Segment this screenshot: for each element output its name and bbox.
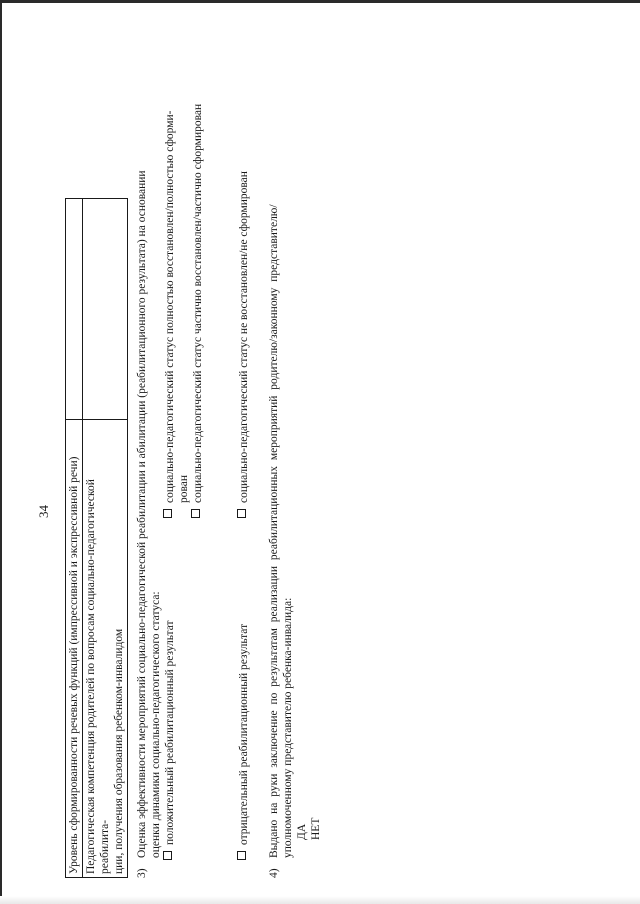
checkbox[interactable]	[237, 509, 246, 518]
table-row	[66, 199, 83, 878]
option-text: социально-педагогический статус полностью восстановлен/полностью сформи-	[164, 110, 176, 503]
table-cell: Уровень сформированности речевых функций (импрессивной и экспрессивной речи)	[66, 420, 83, 878]
section-3-heading-line1: Оценка эффективности мероприятий социально-педагогической реабилитации и абилитации (реабилитационного результата) на основании	[136, 170, 148, 858]
checkbox[interactable]	[191, 509, 200, 518]
table-cell-line: ции, получения образования ребенком-инвалидом	[113, 628, 125, 874]
result-table	[65, 198, 128, 878]
section-3	[135, 78, 163, 878]
checkbox[interactable]	[163, 509, 172, 518]
positive-result-label	[163, 520, 177, 860]
positive-result-options	[163, 78, 205, 518]
checkbox[interactable]	[163, 851, 172, 860]
section-4	[267, 78, 323, 878]
section-number: 3)	[136, 868, 148, 878]
rotated-page-content	[36, 78, 640, 878]
option-row	[237, 78, 251, 518]
checkbox[interactable]	[237, 851, 246, 860]
option-text: социально-педагогический статус не восстановлен/не сформирован	[238, 171, 250, 503]
section-4-line2: уполномоченному представителю ребенка-инвалида:	[282, 597, 294, 858]
positive-result-text: положительный реабилитационный результат	[164, 620, 176, 845]
table-cell	[83, 199, 128, 420]
section-4-text: Выдано на руки заключение по результатам реализации реабилитационных мероприятий родителю/законному представителю/	[268, 204, 280, 858]
table-cell	[83, 420, 128, 878]
scan-edge-top	[0, 0, 640, 3]
section-3-heading-line2: оценки динамики социально-педагогического статуса:	[150, 591, 162, 858]
answer-no: НЕТ	[310, 817, 322, 840]
option-text: социально-педагогический статус частично восстановлен/частично сформирован	[192, 103, 204, 503]
section-4-line1	[267, 78, 281, 878]
option-row-continued	[177, 78, 191, 518]
scan-edge-bottom	[0, 896, 640, 904]
section-3-heading	[135, 78, 149, 878]
table-cell-line: Педагогическая компетенция родителей по вопросам социально-педагогической реабилита-	[85, 479, 111, 874]
page-number: 34	[36, 505, 51, 518]
scan-edge-left	[0, 0, 2, 904]
option-text: рован	[178, 474, 190, 503]
section-number: 4)	[268, 868, 280, 878]
negative-result-options	[237, 78, 251, 518]
table-cell	[66, 199, 83, 420]
option-row	[163, 78, 177, 518]
negative-result-label	[237, 520, 251, 860]
negative-result-text: отрицательный реабилитационный результат	[238, 623, 250, 845]
answer-yes: ДА	[296, 823, 308, 840]
table-row	[83, 199, 128, 878]
option-row	[191, 78, 205, 518]
